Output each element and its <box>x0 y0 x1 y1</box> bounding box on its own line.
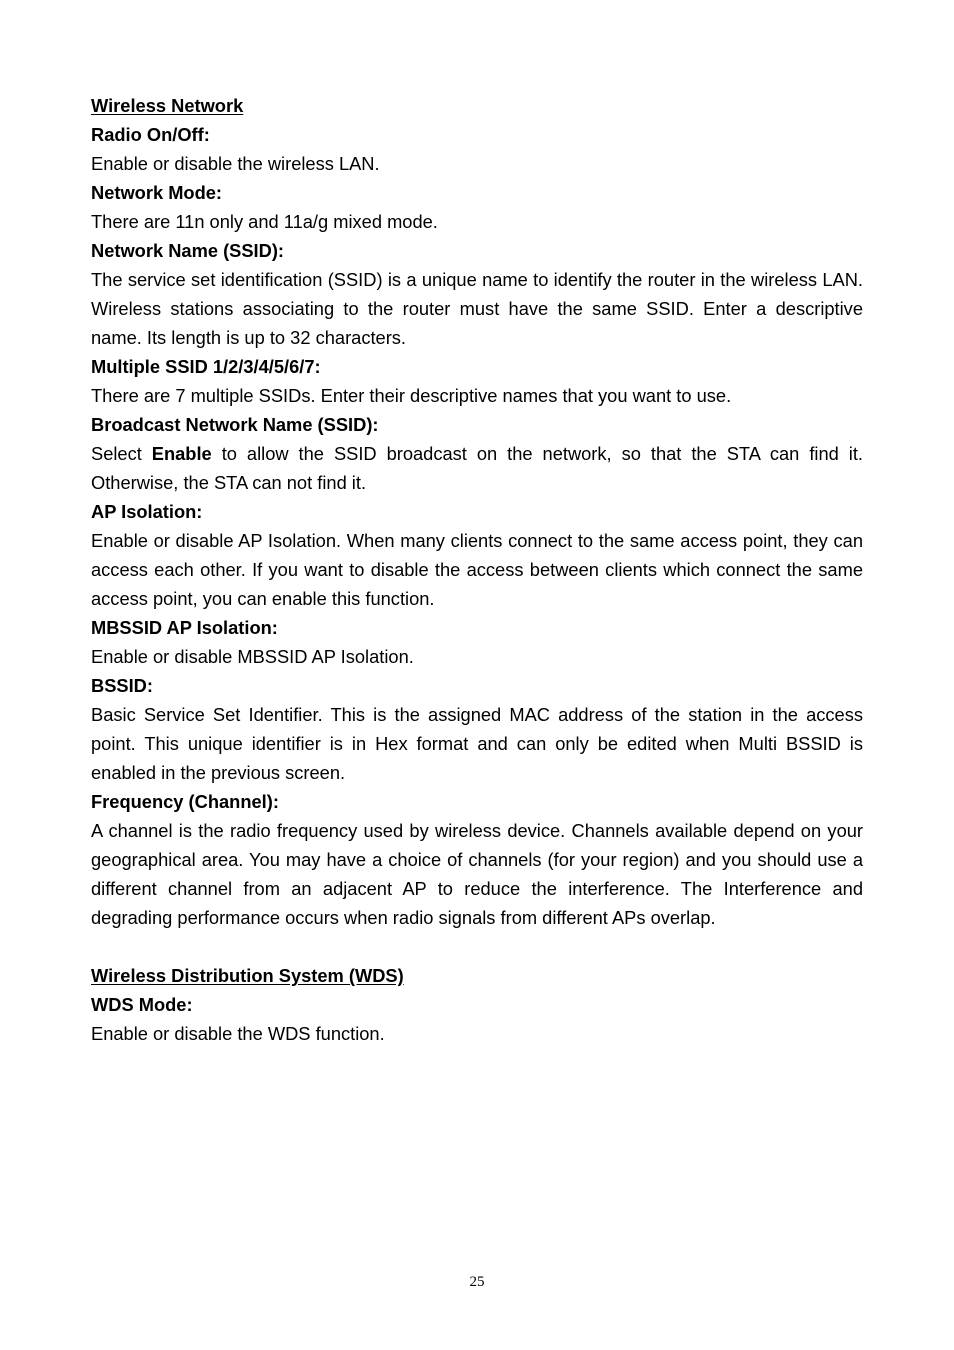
item-label-mbssid-ap-isolation: MBSSID AP Isolation: <box>91 617 278 638</box>
item-label-network-mode: Network Mode: <box>91 182 223 203</box>
broadcast-text-post: to allow the SSID broadcast on the network, so that the STA can find it. Otherwise, the STA can not find it. <box>91 443 863 493</box>
item-text-mbssid-ap-isolation: Enable or disable MBSSID AP Isolation. <box>91 646 414 667</box>
broadcast-text-enable: Enable <box>151 443 212 464</box>
document-body <box>91 91 863 1048</box>
item-text-wds-mode: Enable or disable the WDS function. <box>91 1023 385 1044</box>
item-label-bssid: BSSID: <box>91 675 153 696</box>
section-heading-wireless-network: Wireless Network <box>91 95 244 116</box>
item-label-multiple-ssid: Multiple SSID 1/2/3/4/5/6/7: <box>91 356 321 377</box>
item-text-multiple-ssid: There are 7 multiple SSIDs. Enter their descriptive names that you want to use. <box>91 385 732 406</box>
item-text-ssid: The service set identification (SSID) is a unique name to identify the router in the wireless LAN. Wireless stations associating to the router must have the same SSID. Enter a descriptive name. Its length is up to 32 characters. <box>91 269 863 348</box>
item-text-broadcast-ssid <box>91 439 863 497</box>
item-label-radio: Radio On/Off: <box>91 124 210 145</box>
item-text-ap-isolation: Enable or disable AP Isolation. When many clients connect to the same access point, they can access each other. If you want to disable the access between clients which connect the same access point, you can enable this function. <box>91 530 863 609</box>
section-spacer <box>91 932 863 961</box>
item-label-wds-mode: WDS Mode: <box>91 994 193 1015</box>
item-text-frequency: A channel is the radio frequency used by wireless device. Channels available depend on your geographical area. You may have a choice of channels (for your region) and you should use a different channel from an adjacent AP to reduce the interference. The Interference and degrading performance occurs when radio signals from different APs overlap. <box>91 820 863 928</box>
item-text-radio: Enable or disable the wireless LAN. <box>91 153 380 174</box>
item-label-frequency: Frequency (Channel): <box>91 791 279 812</box>
item-label-broadcast-ssid: Broadcast Network Name (SSID): <box>91 414 379 435</box>
broadcast-text-pre: Select <box>91 443 152 464</box>
item-label-ssid: Network Name (SSID): <box>91 240 285 261</box>
section-heading-wds: Wireless Distribution System (WDS) <box>91 965 404 986</box>
item-text-network-mode: There are 11n only and 11a/g mixed mode. <box>91 211 438 232</box>
page-number: 25 <box>469 1274 485 1290</box>
item-label-ap-isolation: AP Isolation: <box>91 501 203 522</box>
item-text-bssid: Basic Service Set Identifier. This is the assigned MAC address of the station in the access point. This unique identifier is in Hex format and can only be edited when Multi BSSID is enabled in the previous screen. <box>91 704 863 783</box>
